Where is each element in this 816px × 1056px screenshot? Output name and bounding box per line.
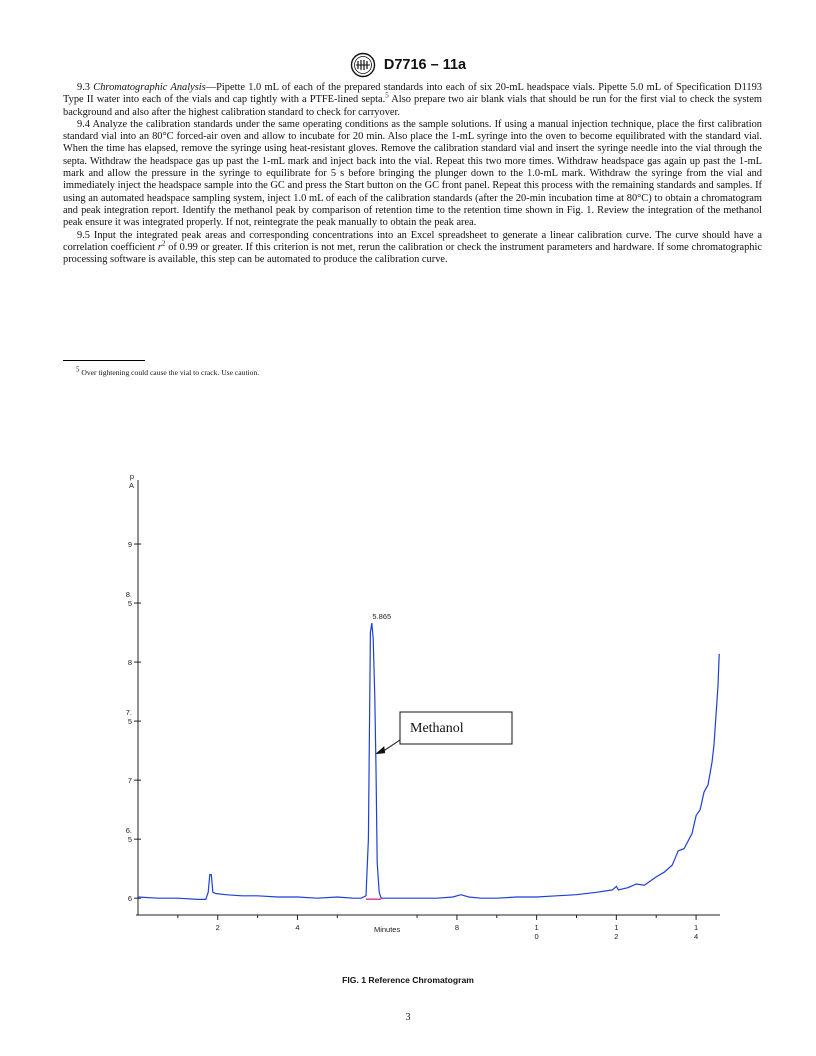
x-tick-label: 1 [534,923,539,932]
y-tick-label: 6. [125,826,132,836]
paragraph-9-5 [63,230,762,267]
x-tick-label: 4 [693,932,699,941]
paragraph-text: of 0.99 or greater. If this criterion is not met, rerun the calibration or check the instrument parameters and hardware. If some chromatographic processing software is available, this step can be automated to produce the calibration curve. [63,241,762,266]
footnote-text: Over tightening could cause the vial to crack. Use caution. [79,368,260,377]
paragraph-text: Also prepare two air blank vials that should be run for the first vial to check the system background and also after the highest calibration standard to check for carryover. [63,94,762,118]
y-tick-label: 7. [125,708,132,718]
annotation-arrow-line [383,740,400,751]
paragraph-text: —Pipette 1.0 mL of each of the prepared standards into each of six 20-mL headspace vials. Pipette 5.0 mL of Specification D1193 Type II water into each of the vials and cap tightly with a PTFE-lined septa. [63,82,762,106]
astm-logo-icon [350,52,376,78]
y-tick-label: 8. [125,590,132,600]
y-tick-label: 5 [127,717,132,727]
x-axis-label: Minutes [373,925,401,934]
body-text [63,82,762,266]
footnote-number: 5 [76,365,80,374]
page-number: 3 [405,1012,411,1023]
peak-retention-label: 5.865 [372,612,392,622]
methanol-label: Methanol [410,721,464,736]
x-tick-label: 8 [454,923,459,932]
y-tick-label: 5 [127,835,132,845]
y-tick-label: 5 [127,599,132,609]
paragraph-text: 9.5 Input the integrated peak areas and corresponding concentrations into an Excel spreadsheet to generate a linear calibration curve. The curve should have a correlation coefficient [63,229,762,253]
superscript: 2 [161,239,166,248]
x-tick-label: 1 [693,923,699,932]
standard-number: D7716 – 11a [383,57,467,73]
x-tick-label: 0 [534,932,539,941]
x-tick-label: 2 [614,932,619,941]
footnote-divider [63,360,145,361]
chromatogram-trace [138,623,719,899]
section-number: 9.3 [77,82,94,93]
paragraph-9-4: 9.4 Analyze the calibration standards under the same operating conditions as the sample solutions. If using a manual injection technique, place the first calibration standard vial into an 80°C forced-air oven and allow to incubate for 20 min. Also place the 1-mL syringe into the oven to become equilibrated with the standard vial. When the time has elapsed, remove the syringe using heat-resistant gloves. Remove the calibration standard vial and insert the syringe needle into the vial through the septa. Withdraw the headspace gas up past the 1-mL mark and inject back into the vial. Repeat this two more times. Withdraw headspace gas again up past the 1-mL mark and allow the pressure in the syringe to equilibrate for 5 s before bringing the plunger down to the 1.0-mL mark. Withdraw the syringe from the vial and immediately inject the headspace sample into the GC and press the Start button on the GC front panel. Repeat this process with the remaining standards and samples. If using an automated headspace sampling system, inject 1.0 mL of each of the calibration standards (after the 20-min incubation time at 80°C) to obtain a chromatogram and peak integration report. Identify the methanol peak by comparison of retention time to the retention time shown in Fig. 1. Review the integration of the methanol peak ensure it was integrated properly. If not, reintegrate the peak manually to obtain the peak area. [63,118,762,229]
annotation-arrowhead [375,746,385,754]
y-tick-label: 9 [127,540,132,550]
footnote [76,365,260,377]
x-tick-label: 1 [614,923,619,932]
figure-caption: FIG. 1 Reference Chromatogram [342,975,474,985]
y-tick-label: 6 [127,894,132,904]
chromatogram-chart [90,460,740,960]
x-tick-label: 4 [295,923,300,932]
y-tick-label: 7 [127,776,132,786]
x-tick-label: 2 [215,923,220,932]
y-axis-label: A [128,481,134,490]
footnote-ref[interactable]: 5 [385,91,389,100]
section-title: Chromatographic Analysis [93,82,206,93]
r-symbol: r [157,241,162,253]
y-axis-label: p [129,472,134,481]
y-tick-label: 8 [127,658,132,668]
page-header [0,52,816,78]
paragraph-9-3 [63,82,762,119]
